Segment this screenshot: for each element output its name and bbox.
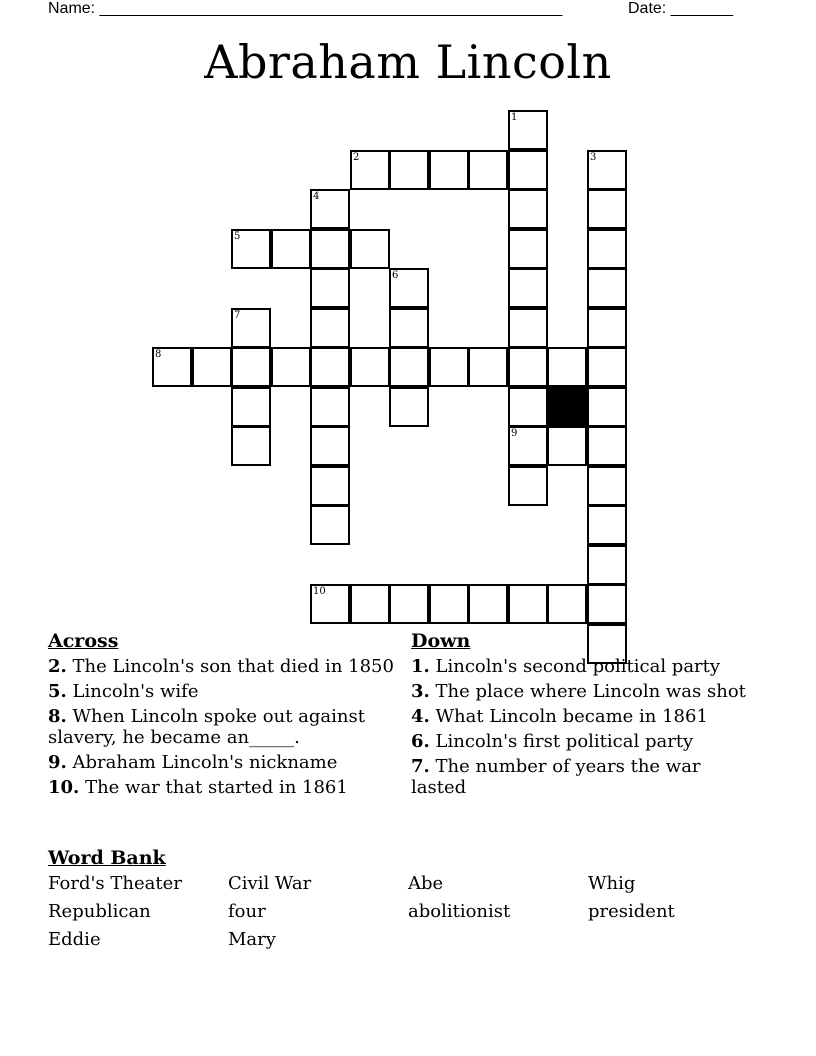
crossword-cell[interactable] (508, 426, 548, 466)
crossword-cell[interactable] (429, 584, 469, 624)
crossword-cell[interactable] (350, 150, 390, 190)
clue-number: 5. (48, 681, 67, 702)
cell-number: 4 (313, 191, 320, 202)
word-bank-item: Ford's Theater (48, 873, 182, 894)
crossword-cell[interactable] (468, 347, 508, 387)
crossword-cell[interactable] (192, 347, 232, 387)
crossword-cell[interactable] (547, 347, 587, 387)
crossword-cell[interactable] (310, 189, 350, 229)
word-bank-item: abolitionist (408, 901, 511, 922)
word-bank-item: Eddie (48, 929, 101, 950)
clue-text: The war that started in 1861 (85, 777, 348, 798)
page-title: Abraham Lincoln (204, 35, 612, 89)
crossword-cell[interactable] (310, 466, 350, 506)
crossword-cell[interactable] (389, 150, 429, 190)
cell-number: 6 (392, 270, 399, 281)
crossword-cell[interactable] (231, 308, 271, 348)
across-clue (48, 706, 398, 748)
down-clue (411, 731, 751, 752)
clue-text: When Lincoln spoke out against slavery, he became an_____. (48, 706, 365, 748)
clue-number: 1. (411, 656, 430, 677)
crossword-cell[interactable] (587, 229, 627, 269)
crossword-cell[interactable] (508, 150, 548, 190)
crossword-cell[interactable] (587, 189, 627, 229)
crossword-cell[interactable] (310, 308, 350, 348)
crossword-cell[interactable] (587, 347, 627, 387)
crossword-cell[interactable] (587, 426, 627, 466)
crossword-cell[interactable] (389, 387, 429, 427)
clue-number: 2. (48, 656, 67, 677)
crossword-cell[interactable] (587, 308, 627, 348)
down-clue (411, 681, 751, 702)
clue-number: 10. (48, 777, 80, 798)
crossword-cell[interactable] (231, 229, 271, 269)
crossword-cell[interactable] (587, 268, 627, 308)
crossword-cell[interactable] (310, 426, 350, 466)
clue-number: 7. (411, 756, 430, 777)
down-clue (411, 756, 751, 798)
crossword-cell[interactable] (310, 347, 350, 387)
clue-number: 4. (411, 706, 430, 727)
word-bank-item: president (588, 901, 675, 922)
crossword-cell[interactable] (587, 584, 627, 624)
across-clue (48, 681, 398, 702)
clue-text: Lincoln's wife (72, 681, 199, 702)
word-bank-item: four (228, 901, 266, 922)
word-bank-heading: Word Bank (48, 847, 166, 869)
crossword-cell[interactable] (508, 387, 548, 427)
crossword-cell[interactable] (587, 466, 627, 506)
crossword-cell[interactable] (310, 268, 350, 308)
word-bank-item: Mary (228, 929, 276, 950)
cell-number: 10 (313, 586, 326, 597)
clue-number: 3. (411, 681, 430, 702)
across-clue (48, 656, 398, 677)
crossword-cell[interactable] (310, 505, 350, 545)
crossword-cell[interactable] (508, 189, 548, 229)
crossword-cell[interactable] (547, 426, 587, 466)
crossword-cell[interactable] (231, 347, 271, 387)
cell-number: 5 (234, 231, 241, 242)
crossword-cell[interactable] (587, 545, 627, 585)
clue-text: The Lincoln's son that died in 1850 (72, 656, 394, 677)
word-bank-item: Republican (48, 901, 151, 922)
date-field[interactable]: Date: _______ (628, 0, 733, 17)
cell-number: 7 (234, 310, 241, 321)
crossword-block (547, 387, 587, 427)
crossword-cell[interactable] (389, 268, 429, 308)
crossword-cell[interactable] (271, 229, 311, 269)
word-bank-list (48, 871, 768, 953)
across-heading: Across (48, 630, 119, 652)
across-clue (48, 777, 398, 798)
cell-number: 8 (155, 349, 162, 360)
crossword-cell[interactable] (429, 150, 469, 190)
crossword-cell[interactable] (152, 347, 192, 387)
word-bank (48, 845, 768, 953)
crossword-cell[interactable] (468, 150, 508, 190)
crossword-cell[interactable] (508, 229, 548, 269)
clue-text: Abraham Lincoln's nickname (72, 752, 338, 773)
clue-text: Lincoln's first political party (435, 731, 694, 752)
crossword-cell[interactable] (508, 466, 548, 506)
cell-number: 3 (590, 152, 597, 163)
crossword-cell[interactable] (310, 584, 350, 624)
crossword-cell[interactable] (231, 387, 271, 427)
crossword-cell[interactable] (310, 229, 350, 269)
down-clues (411, 628, 751, 802)
crossword-cell[interactable] (389, 584, 429, 624)
cell-number: 1 (511, 112, 518, 123)
crossword-cell[interactable] (350, 229, 390, 269)
down-clue (411, 656, 751, 677)
cell-number: 2 (353, 152, 360, 163)
crossword-cell[interactable] (508, 268, 548, 308)
clue-number: 6. (411, 731, 430, 752)
clue-number: 8. (48, 706, 67, 727)
crossword-cell[interactable] (310, 387, 350, 427)
clue-text: The place where Lincoln was shot (435, 681, 746, 702)
crossword-cell[interactable] (508, 308, 548, 348)
crossword-cell[interactable] (468, 584, 508, 624)
crossword-cell[interactable] (389, 347, 429, 387)
name-field[interactable]: Name: ____________________________________________________ (48, 0, 563, 17)
crossword-cell[interactable] (350, 584, 390, 624)
crossword-cell[interactable] (508, 584, 548, 624)
crossword-cell[interactable] (508, 347, 548, 387)
word-bank-item: Whig (588, 873, 636, 894)
crossword-cell[interactable] (547, 584, 587, 624)
down-clue (411, 706, 751, 727)
word-bank-item: Abe (408, 873, 444, 894)
down-heading: Down (411, 630, 471, 652)
word-bank-item: Civil War (228, 873, 312, 894)
crossword-cell[interactable] (429, 347, 469, 387)
crossword-cell[interactable] (587, 387, 627, 427)
across-clue (48, 752, 398, 773)
across-clues (48, 628, 398, 802)
clue-text: What Lincoln became in 1861 (435, 706, 708, 727)
cell-number: 9 (511, 428, 518, 439)
crossword-cell[interactable] (271, 347, 311, 387)
crossword-cell[interactable] (389, 308, 429, 348)
crossword-cell[interactable] (231, 426, 271, 466)
crossword-cell[interactable] (508, 110, 548, 150)
crossword-cell[interactable] (350, 347, 390, 387)
crossword-cell[interactable] (587, 150, 627, 190)
clue-text: Lincoln's second political party (435, 656, 721, 677)
crossword-cell[interactable] (587, 505, 627, 545)
clue-number: 9. (48, 752, 67, 773)
clue-text: The number of years the war lasted (411, 756, 701, 798)
